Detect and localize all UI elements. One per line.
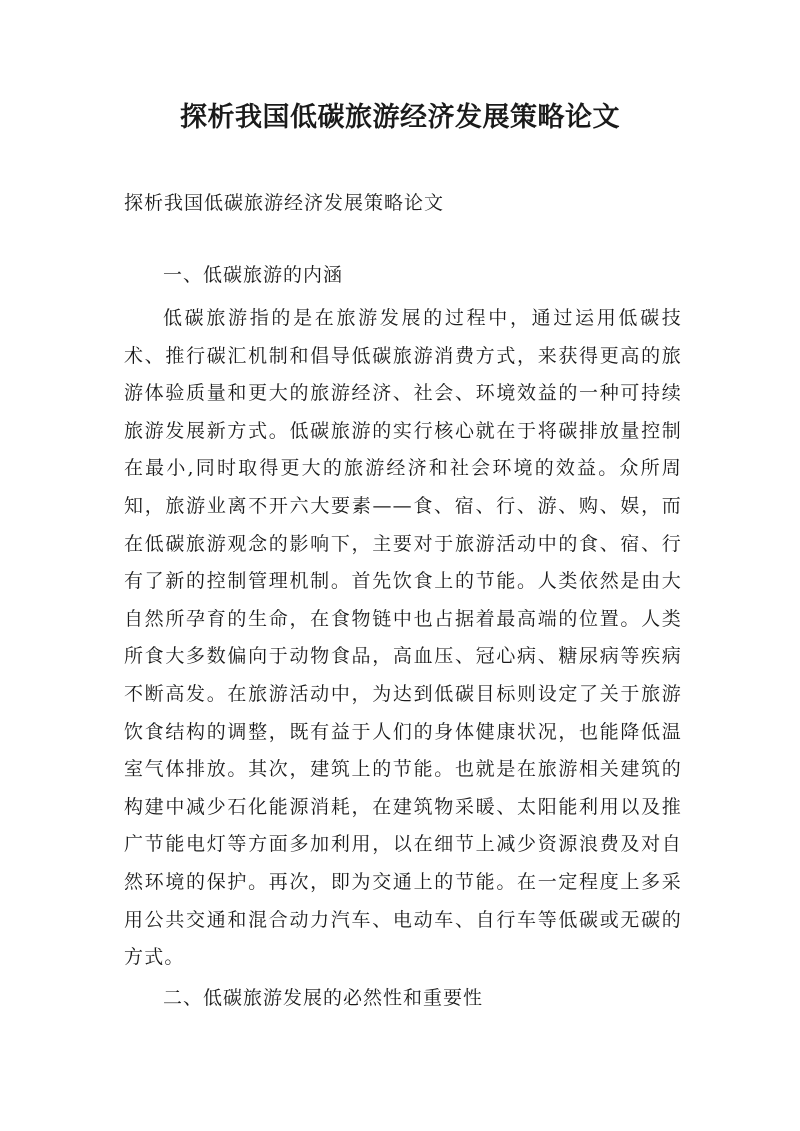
document-subtitle: 探析我国低碳旅游经济发展策略论文 (124, 192, 445, 214)
document-title: 探析我国低碳旅游经济发展策略论文 (180, 102, 620, 133)
section-heading-1: 一、低碳旅游的内涵 (163, 264, 344, 286)
section-heading-2: 二、低碳旅游发展的必然性和重要性 (163, 987, 484, 1009)
section-1-paragraph: 低碳旅游指的是在旅游发展的过程中，通过运用低碳技术、推行碳汇机制和倡导低碳旅游消费方式，来获得更高的旅游体验质量和更大的旅游经济、社会、环境效益的一种可持续旅游发展新方式。低碳旅游的实行核心就在于将碳排放量控制在最小,同时取得更大的旅游经济和社会环境的效益。众所周知，旅游业离不开六大要素——食、宿、行、游、购、娱，而在低碳旅游观念的影响下，主要对于旅游活动中的食、宿、行有了新的控制管理机制。首先饮食上的节能。人类依然是由大自然所孕育的生命，在食物链中也占据着最高端的位置。人类所食大多数偏向于动物食品，高血压、冠心病、糖尿病等疾病不断高发。在旅游活动中，为达到低碳目标则设定了关于旅游饮食结构的调整，既有益于人们的身体健康状况，也能降低温室气体排放。其次，建筑上的节能。也就是在旅游相关建筑的构建中减少石化能源消耗，在建筑物采暖、太阳能利用以及推广节能电灯等方面多加利用，以在细节上减少资源浪费及对自然环境的保护。再次，即为交通上的节能。在一定程度上多采用公共交通和混合动力汽车、电动车、自行车等低碳或无碳的方式。 (124, 307, 682, 969)
